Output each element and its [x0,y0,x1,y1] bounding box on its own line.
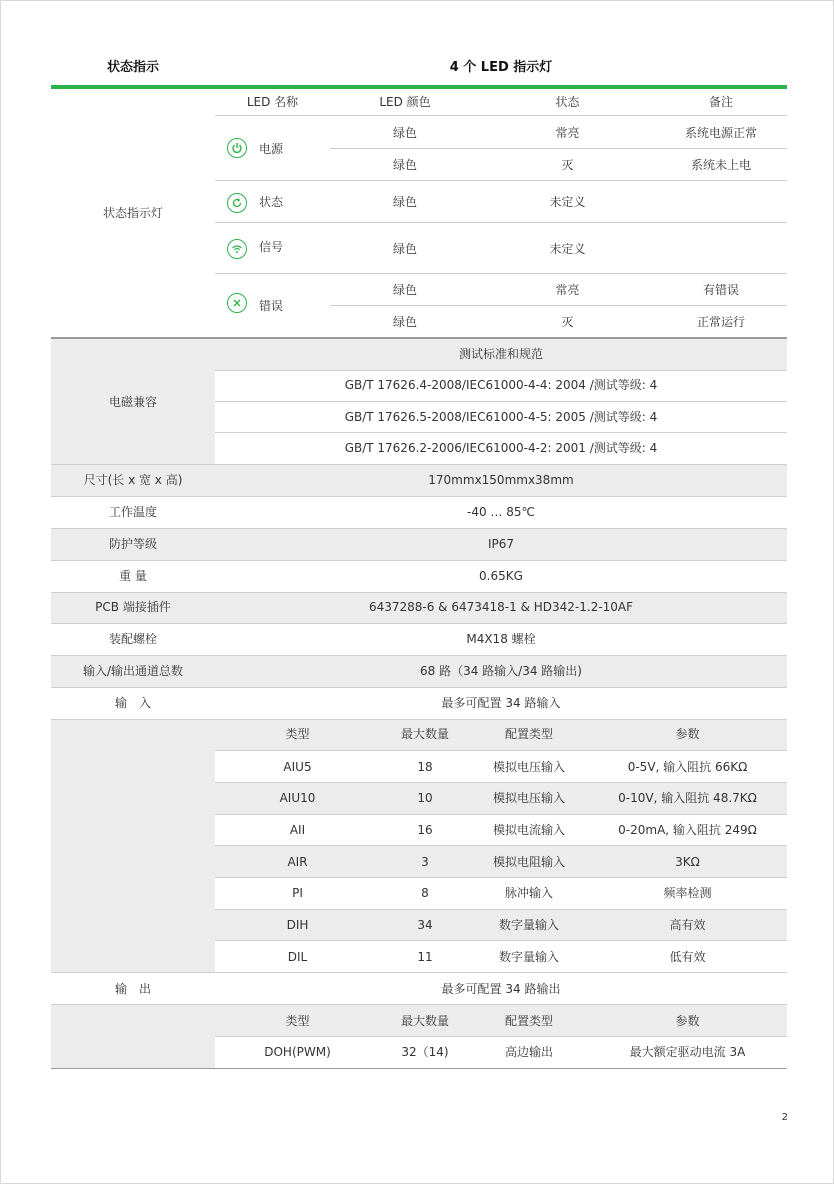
power-r2-note: 系统未上电 [690,158,751,172]
status-color: 绿色 [392,195,417,209]
power-r1-note: 系统电源正常 [684,126,757,140]
input-config: 模拟电阻输入 [492,855,565,869]
spec-label: PCB 端接插件 [95,600,171,614]
power-r1-state: 常亮 [555,126,580,140]
header-left: 状态指示 [106,60,159,75]
output-param: 最大额定驱动电流 3A [629,1045,746,1059]
inputs-col-param: 参数 [675,727,700,741]
input-param: 3KΩ [675,855,700,869]
emc-label: 电磁兼容 [108,395,157,409]
input-config: 数字量输入 [498,950,559,964]
input-config: 模拟电压输入 [492,760,565,774]
power-r1-color: 绿色 [392,126,417,140]
input-type: AIR [287,855,308,869]
spec-value: 68 路（34 路输入/34 路输出) [420,664,582,678]
input-type: DIH [286,918,309,932]
output-config: 高边输出 [504,1045,553,1059]
outputs-summary: 最多可配置 34 路输出 [441,982,561,996]
outputs-label: 输 出 [114,982,151,996]
error-r2-note: 正常运行 [696,315,745,329]
refresh-icon [227,193,247,213]
emc-item: GB/T 17626.5-2008/IEC61000-4-5: 2005 /测试等级: 4 [344,410,658,424]
input-max: 8 [421,886,429,900]
input-param: 频率检测 [663,886,712,900]
error-r1-state: 常亮 [555,283,580,297]
signal-color: 绿色 [392,242,417,256]
spec-value: -40 … 85℃ [467,505,535,519]
input-param: 低有效 [669,950,706,964]
header-right: 4 个 LED 指示灯 [449,60,553,75]
spec-value: M4X18 螺栓 [466,632,536,646]
power-r2-state: 灭 [561,158,574,172]
input-config: 数字量输入 [498,918,559,932]
input-param: 高有效 [669,918,706,932]
input-type: AII [289,823,306,837]
spec-value: IP67 [487,537,515,551]
input-param: 0-20mA, 输入阻抗 249Ω [618,823,757,837]
error-r1-color: 绿色 [392,283,417,297]
inputs-col-type: 类型 [285,727,310,741]
output-type: DOH(PWM) [264,1045,331,1059]
status-state: 未定义 [549,195,586,209]
wifi-icon [227,239,247,259]
emc-item: GB/T 17626.4-2008/IEC61000-4-4: 2004 /测试等级: 4 [344,378,658,392]
emc-item: GB/T 17626.2-2006/IEC61000-4-2: 2001 /测试等级: 4 [344,441,658,455]
outputs-col-config: 配置类型 [504,1014,553,1028]
input-type: DIL [287,950,308,964]
input-type: AIU5 [283,760,312,774]
error-r2-state: 灭 [561,315,574,329]
header-accent-line [51,85,787,89]
input-max: 16 [417,823,433,837]
spec-label: 工作温度 [108,505,157,519]
led-col-state: 状态 [555,95,580,109]
spec-value: 170mmx150mmx38mm [428,473,574,487]
power-r2-color: 绿色 [392,158,417,172]
led-name-error: 错误 [259,299,284,313]
close-circle-icon [227,293,247,313]
led-col-note: 备注 [708,95,733,109]
led-col-color: LED 颜色 [379,95,431,109]
input-max: 10 [417,791,433,805]
outputs-col-type: 类型 [285,1014,310,1028]
input-param: 0-5V, 输入阻抗 66KΩ [627,760,748,774]
input-max: 11 [417,950,433,964]
inputs-label: 输 入 [114,696,151,710]
spec-label: 重 量 [119,569,147,583]
spec-label: 防护等级 [108,537,157,551]
input-type: PI [292,886,303,900]
input-max: 18 [417,760,433,774]
power-icon [227,138,247,158]
inputs-col-config: 配置类型 [504,727,553,741]
spec-label: 输入/输出通道总数 [82,664,184,678]
input-config: 模拟电流输入 [492,823,565,837]
emc-header: 测试标准和规范 [458,347,543,361]
input-max: 3 [421,855,429,869]
led-col-name: LED 名称 [246,95,299,109]
input-param: 0-10V, 输入阻抗 48.7KΩ [618,791,757,805]
input-config: 模拟电压输入 [492,791,565,805]
spec-label: 装配螺栓 [108,632,157,646]
input-type: AIU10 [279,791,316,805]
spec-value: 6437288-6 & 6473418-1 & HD342-1.2-10AF [368,600,634,614]
outputs-col-param: 参数 [675,1014,700,1028]
led-name-status: 状态 [259,195,284,209]
input-max: 34 [417,918,433,932]
input-config: 脉冲输入 [504,886,553,900]
error-r2-color: 绿色 [392,315,417,329]
signal-state: 未定义 [549,242,586,256]
error-r1-note: 有错误 [702,283,739,297]
led-name-power: 电源 [259,142,284,156]
led-section-label: 状态指示灯 [102,206,163,220]
led-name-signal: 信号 [259,240,284,254]
outputs-col-max: 最大数量 [400,1014,449,1028]
page-number: 2 [781,1112,788,1123]
spec-value: 0.65KG [479,569,523,583]
inputs-summary: 最多可配置 34 路输入 [441,696,561,710]
inputs-col-max: 最大数量 [400,727,449,741]
spec-label: 尺寸(长 x 宽 x 高) [83,473,183,487]
output-max: 32（14) [401,1045,449,1059]
